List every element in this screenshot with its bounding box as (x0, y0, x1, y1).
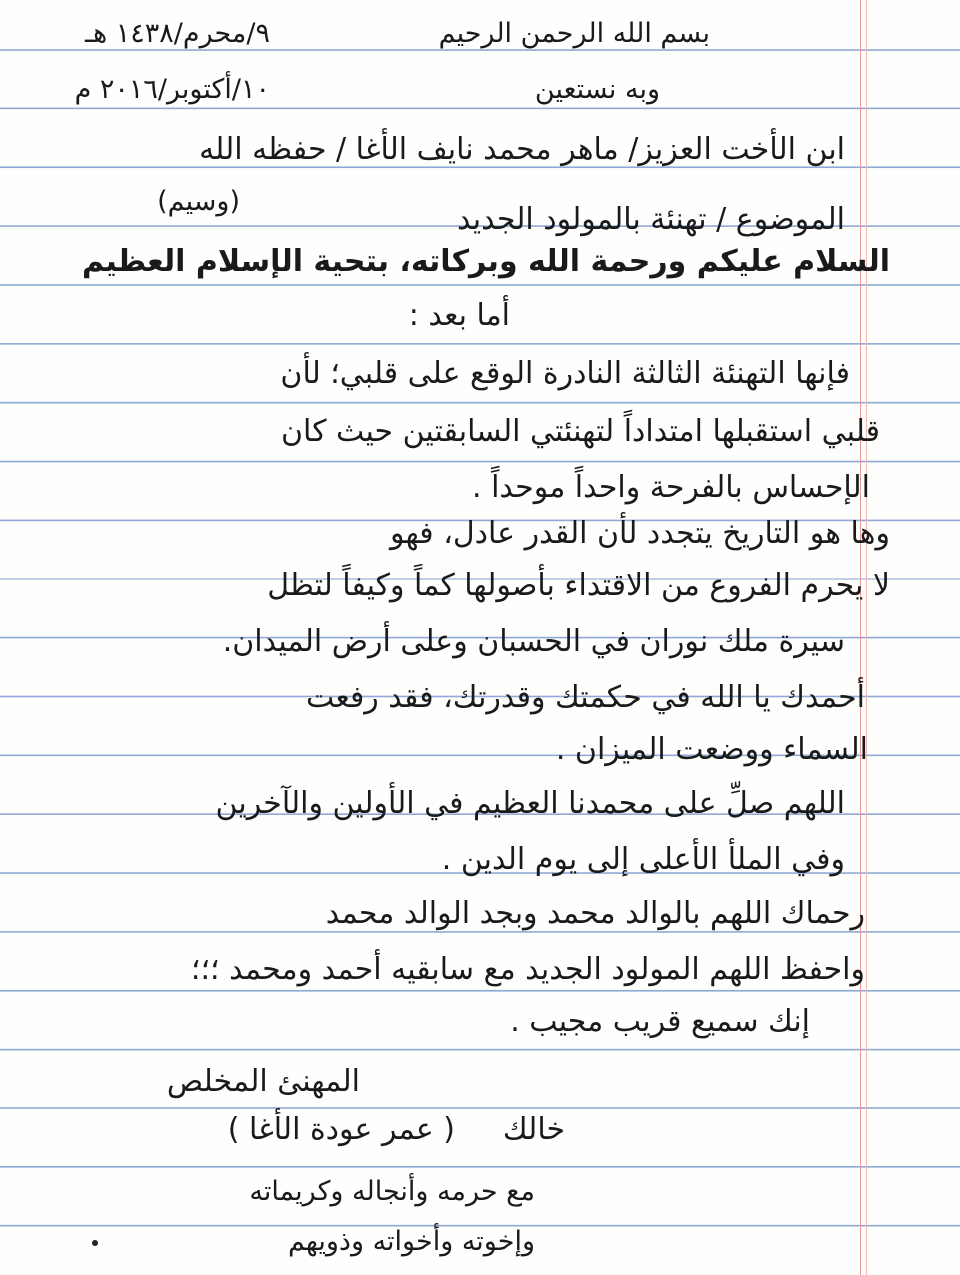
paragraph-1-line-1: فإنها التهنئة الثالثة النادرة الوقع على قلبي؛ لأن (280, 356, 850, 391)
paragraph-1-line-3: الإحساس بالفرحة واحداً موحداً . (472, 470, 870, 505)
baby-name: (وسيم) (157, 186, 240, 217)
paragraph-3-line-2: السماء ووضعت الميزان . (555, 732, 868, 767)
paragraph-2-line-2: لا يحرم الفروع من الاقتداء بأصولها كماً وكيفاً لتظل (267, 568, 890, 603)
paragraph-5-line-3: إنك سميع قريب مجيب . (510, 1004, 810, 1039)
isti-ana: وبه نستعين (534, 74, 660, 105)
trailing-dot (92, 1240, 98, 1246)
margin-rule (860, 0, 861, 1275)
paragraph-4-line-2: وفي الملأ الأعلى إلى يوم الدين . (441, 842, 845, 877)
date-gregorian: ١٠/أكتوبر/٢٠١٦ م (74, 74, 270, 105)
paragraph-2-line-1: وها هو التاريخ يتجدد لأن القدر عادل، فهو (389, 516, 890, 551)
opening-line: أما بعد : (408, 298, 510, 333)
paragraph-5-line-1: رحماك اللهم بالوالد محمد وبجد الوالد محمد (325, 896, 865, 931)
date-hijri: ٩/محرم/١٤٣٨ هـ (85, 18, 270, 49)
paragraph-4-line-1: اللهم صلِّ على محمدنا العظيم في الأولين والآخرين (215, 786, 845, 821)
paragraph-2-line-3: سيرة ملك نوران في الحسبان وعلى أرض الميدان. (222, 624, 845, 659)
regards-line-2: وإخوته وأخواته وذويهم (287, 1226, 535, 1257)
paragraph-1-line-2: قلبي استقبلها امتداداً لتهنئتي السابقتين حيث كان (281, 414, 880, 449)
margin-rule-secondary (866, 0, 867, 1275)
subject-line: الموضوع / تهنئة بالمولود الجديد (457, 202, 845, 237)
regards-line-1: مع حرمه وأنجاله وكريماته (249, 1176, 535, 1207)
greeting-line: السلام عليكم ورحمة الله وبركاته، بتحية الإسلام العظيم (81, 244, 890, 279)
recipient-line: ابن الأخت العزيز/ ماهر محمد نايف الأغا / حفظه الله (199, 132, 845, 167)
basmala: بسم الله الرحمن الرحيم (438, 18, 710, 49)
paragraph-5-line-2: واحفظ اللهم المولود الجديد مع سابقيه أحمد ومحمد ؛؛؛ (190, 952, 865, 987)
paragraph-3-line-1: أحمدك يا الله في حكمتك وقدرتك، فقد رفعت (306, 680, 865, 715)
signer-title: خالك (502, 1112, 565, 1147)
closing-line: المهنئ المخلص (166, 1064, 360, 1099)
signer-name: ( عمر عودة الأغا ) (227, 1112, 455, 1147)
